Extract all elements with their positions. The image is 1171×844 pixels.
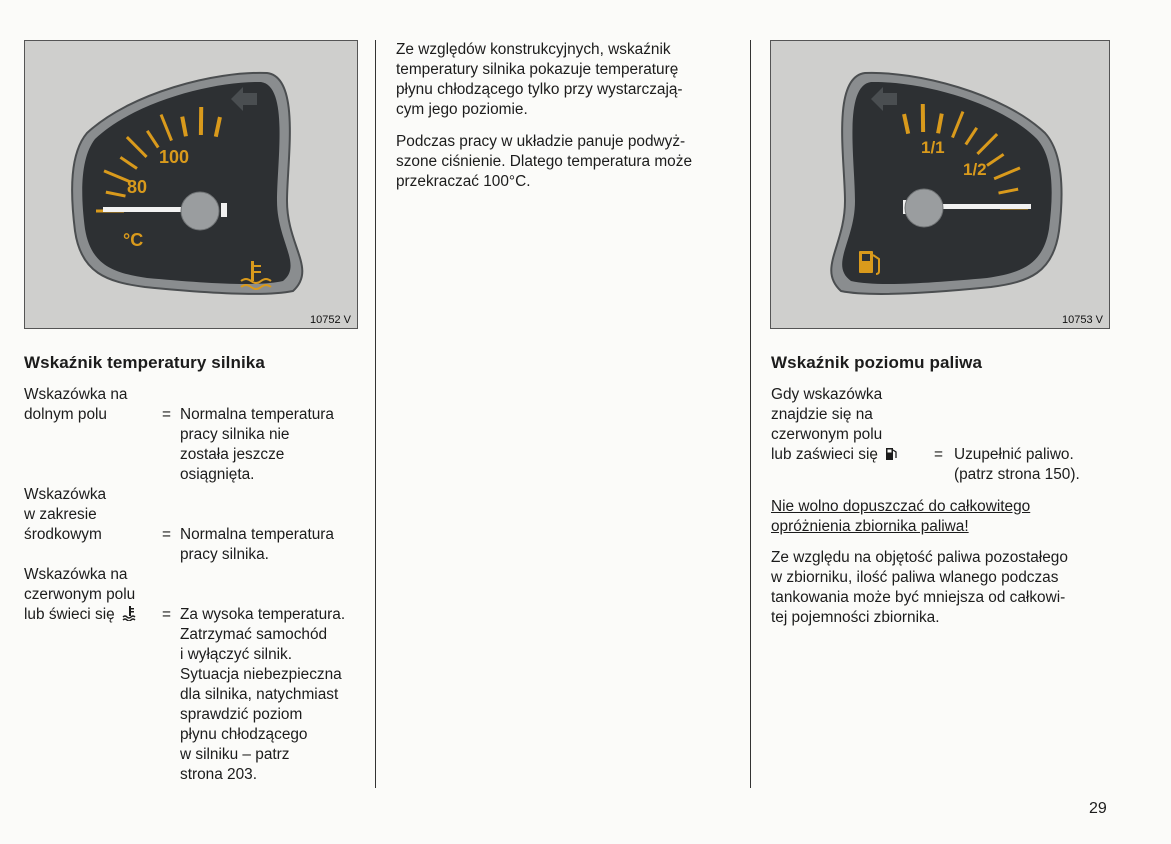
text-line: płynu chłodzącego tylko przy wystarczają- [396,81,683,98]
gauge-label-100: 100 [159,147,190,167]
needle-stop [221,203,227,217]
temperature-condition-1: Wskazówka na dolnym polu [24,386,128,423]
gauge-label-half: 1/2 [963,160,987,179]
construction-note [396,40,736,120]
fuel-gauge-illustration [771,41,1110,329]
fuel-pump-icon [885,446,897,461]
pressure-note [396,132,736,192]
temperature-section-title: Wskaźnik temperatury silnika [24,353,265,372]
temperature-gauge-illustration [25,41,358,329]
figure-code: 10752 V [310,314,351,326]
text-line: Ze względów konstrukcyjnych, wskaźnik [396,41,671,58]
text-line: cym jego poziomie. [396,101,528,118]
text-line: temperatury silnika pokazuje temperaturę [396,61,679,78]
text-line: szone ciśnienie. Dlatego temperatura może [396,153,692,170]
temperature-meaning-2: Normalna temperatura pracy silnika. [180,526,334,563]
temperature-condition-3: Wskazówka na czerwonym polu lub świeci się [24,565,138,625]
temperature-condition-2: Wskazówka w zakresie środkowym [24,486,107,543]
fuel-note: Ze względu na objętość paliwa pozostałego w zbiorniku, ilość paliwa wlanego podczas tankowania może być mniejsza od całkowi- tej pojemności zbiornika. [771,549,1068,626]
fuel-meaning: Uzupełnić paliwo. (patrz strona 150). [954,446,1080,483]
temperature-meaning-3: Za wysoka temperatura. Zatrzymać samochód i wyłączyć silnik. Sytuacja niebezpieczna dla silnika, natychmiast sprawdzić poziom płynu chłodzącego w silniku – patrz strona 203. [180,606,346,783]
gauge-label-full: 1/1 [921,138,945,157]
equals-sign: = [162,406,171,423]
figure-code: 10753 V [1062,314,1103,326]
equals-sign: = [934,446,943,463]
gauge-face [842,82,1052,284]
temperature-meaning-1: Normalna temperatura pracy silnika nie została jeszcze osiągnięta. [180,406,334,483]
gauge-label-celsius: °C [123,230,144,250]
gauge-label-80: 80 [127,177,148,197]
text-line: przekraczać 100°C. [396,173,531,190]
coolant-temperature-icon [122,605,138,621]
fuel-gauge-figure [770,40,1110,329]
fuel-warning: Nie wolno dopuszczać do całkowitego opróżnienia zbiornika paliwa! [771,498,1031,535]
fuel-section-title: Wskaźnik poziomu paliwa [771,353,983,372]
page-number: 29 [1089,800,1107,817]
column-divider [750,40,751,788]
needle-hub [905,189,943,227]
needle-hub [181,192,219,230]
equals-sign: = [162,526,171,543]
equals-sign: = [162,606,171,623]
fuel-condition: Gdy wskazówka znajdzie się na czerwonym polu lub zaświeci się [771,385,897,465]
temperature-gauge-figure [24,40,358,329]
text-line: Podczas pracy w układzie panuje podwyż- [396,133,686,150]
column-divider [375,40,376,788]
